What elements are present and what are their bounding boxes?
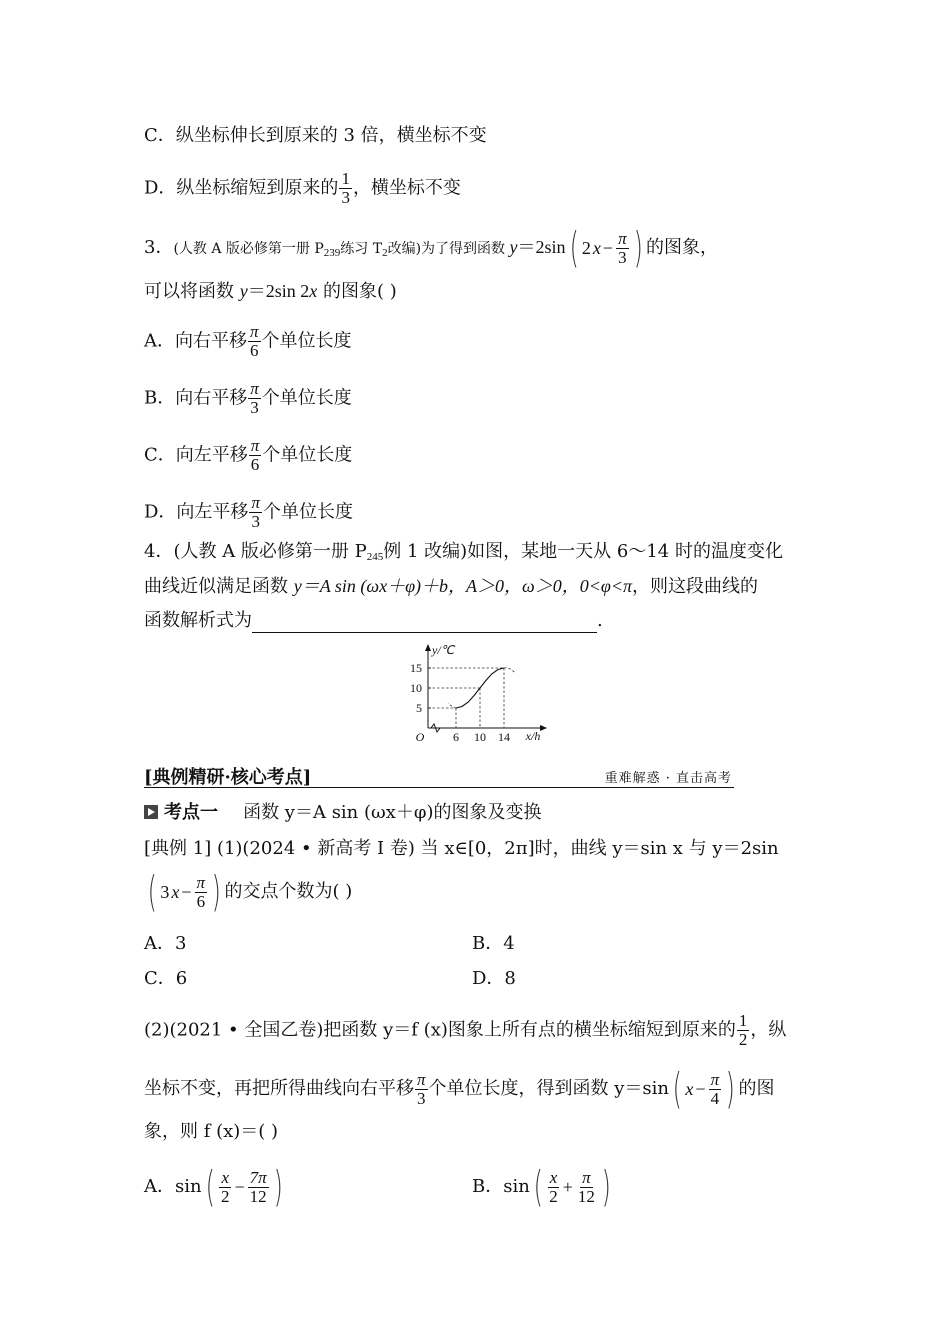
fraction-one-half bbox=[737, 1012, 750, 1049]
frac-den: 3 bbox=[341, 188, 350, 207]
frac-den: 2 bbox=[738, 1030, 748, 1049]
example2-paren-expr: ( x − $\frac{\pi}{4}$ ) bbox=[672, 1064, 735, 1113]
frac-num: x bbox=[549, 1167, 558, 1187]
q3-source-sub: 2 bbox=[382, 247, 388, 259]
q3-option-b-text: B．向右平移 bbox=[144, 387, 248, 409]
section-subtitle: 重难解惑 · 直击高考 bbox=[604, 771, 732, 786]
var-x: x bbox=[685, 1079, 694, 1099]
origin-label: O bbox=[415, 730, 425, 744]
q4-line3-post: . bbox=[597, 610, 603, 631]
frac-den: 6 bbox=[250, 455, 260, 474]
option-text: A．sin bbox=[144, 1176, 202, 1197]
option-b-expr: ( $\frac{x}{2}$ + $\frac{\pi}{12}$ ) bbox=[533, 1162, 611, 1211]
topic-label: 考点一 bbox=[164, 802, 218, 823]
var-x: x bbox=[171, 882, 180, 902]
fraction-pi-6 bbox=[195, 874, 208, 911]
q3-line2-mid: ＝2sin 2 bbox=[247, 281, 310, 301]
example2-line2-pre: 坐标不变，再把所得曲线向右平移 bbox=[144, 1078, 414, 1099]
q2-option-c-text: C．纵坐标伸长到原来的 3 倍，横坐标不变 bbox=[144, 125, 487, 146]
x-axis-label: x/h bbox=[525, 729, 541, 743]
temperature-chart bbox=[400, 640, 550, 748]
q2-option-c[interactable] bbox=[144, 124, 487, 148]
q2-option-d-text: D．纵坐标缩短到原来的 bbox=[144, 177, 339, 199]
var-x: x bbox=[309, 281, 318, 301]
frac-den: 3 bbox=[250, 398, 259, 417]
fraction-pi-6 bbox=[249, 437, 262, 474]
var-y: y bbox=[509, 237, 518, 257]
q3-line2-pre: 可以将函数 bbox=[144, 281, 240, 302]
option-text: D．8 bbox=[472, 968, 516, 989]
coef: 2 bbox=[581, 238, 591, 258]
fraction-pi-3 bbox=[249, 494, 262, 531]
y-tick-label-15: 15 bbox=[410, 661, 422, 675]
frac-num: 1 bbox=[738, 1011, 748, 1030]
q3-stem-line2 bbox=[144, 279, 397, 304]
example1-option-b[interactable] bbox=[472, 932, 515, 956]
option-a-expr: ( $\frac{x}{2}$ − $\frac{7\pi}{12}$ ) bbox=[205, 1162, 283, 1211]
frac-num: π bbox=[196, 872, 206, 892]
q4-line1-pre: 4．(人教 A 版必修第一册 P bbox=[144, 541, 367, 562]
minus: − bbox=[602, 238, 614, 258]
example1-line1 bbox=[144, 837, 779, 861]
q4-stem-line1 bbox=[144, 540, 783, 569]
frac-den: 2 bbox=[220, 1186, 230, 1206]
minus: − bbox=[181, 882, 192, 902]
q3-option-d-tail: 个单位长度 bbox=[262, 501, 353, 523]
q3-paren-expr: ( 2 x − $\frac{\pi}{3}$ ) bbox=[569, 223, 643, 272]
frac-num: π bbox=[250, 322, 259, 341]
q3-line2-post: 的图象( ) bbox=[317, 281, 397, 302]
var-x: x bbox=[592, 238, 601, 258]
frac-num: π bbox=[710, 1069, 720, 1089]
q3-eq: ＝2sin bbox=[517, 237, 566, 257]
q3-option-a[interactable] bbox=[144, 323, 352, 360]
example2-option-b[interactable] bbox=[472, 1162, 614, 1211]
q3-option-a-text: A．向右平移 bbox=[144, 330, 247, 352]
q3-option-b-tail: 个单位长度 bbox=[261, 387, 352, 409]
fraction-pi-4 bbox=[709, 1071, 722, 1108]
frac-den: 2 bbox=[549, 1186, 558, 1206]
example1-option-c[interactable] bbox=[144, 967, 187, 991]
example1-paren-expr: ( 3 x − $\frac{\pi}{6}$ ) bbox=[147, 867, 221, 916]
y-axis-label: y/℃ bbox=[432, 643, 455, 657]
frac-den: 4 bbox=[710, 1088, 720, 1108]
frac-num: 1 bbox=[341, 169, 350, 188]
example1-stem: [典例 1] (1)(2024 • 新高考 Ⅰ 卷) 当 x∈[0，2π]时，曲线 y＝sin x 与 y＝2sin bbox=[144, 838, 779, 859]
fraction-7pi-12 bbox=[248, 1169, 269, 1206]
example1-line2-post: 的交点个数为( ) bbox=[224, 881, 353, 902]
plus: + bbox=[562, 1177, 573, 1197]
frac-den: 12 bbox=[577, 1186, 595, 1206]
section-title: [典例精研·核心考点] bbox=[144, 767, 312, 788]
topic-heading bbox=[144, 801, 541, 825]
example2-line1-pre: (2)(2021 • 全国乙卷)把函数 y＝f (x)图象上所有点的横坐标缩短到原来的 bbox=[144, 1019, 736, 1041]
curve-extension-left bbox=[448, 703, 456, 708]
frac-den: 3 bbox=[251, 512, 260, 531]
y-tick-label-5: 5 bbox=[416, 701, 422, 715]
frac-num: π bbox=[251, 493, 260, 512]
example2-line3 bbox=[144, 1120, 278, 1144]
example2-line2 bbox=[144, 1064, 775, 1113]
fraction-x-2 bbox=[219, 1169, 232, 1206]
frac-num: π bbox=[618, 228, 627, 248]
fraction-pi-3 bbox=[415, 1071, 428, 1108]
option-text: A．3 bbox=[144, 933, 187, 954]
q4-line2-post: ，则这段曲线的 bbox=[632, 576, 759, 597]
example2-line2-mid: 个单位长度，得到函数 y＝sin bbox=[428, 1078, 670, 1099]
q2-option-d-tail: ，横坐标不变 bbox=[352, 177, 461, 199]
option-text: B．sin bbox=[472, 1176, 530, 1197]
example1-line2 bbox=[144, 867, 353, 916]
q3-number: 3． bbox=[144, 237, 174, 258]
coef: 3 bbox=[160, 882, 170, 902]
q3-source: (人教 A 版必修第一册 P bbox=[173, 241, 324, 257]
x-tick-label-10: 10 bbox=[474, 730, 486, 744]
q2-option-d[interactable] bbox=[144, 170, 461, 207]
answer-blank[interactable] bbox=[252, 614, 597, 633]
frac-den: 12 bbox=[249, 1186, 267, 1206]
q3-option-d-text: D．向左平移 bbox=[144, 501, 249, 523]
fraction-x-2 bbox=[547, 1169, 560, 1206]
q3-option-c-text: C．向左平移 bbox=[144, 444, 248, 466]
minus: − bbox=[234, 1177, 245, 1197]
q3-option-c[interactable] bbox=[144, 437, 352, 474]
q4-stem-line3 bbox=[144, 609, 603, 633]
curve-extension-right bbox=[504, 668, 515, 673]
example2-line1-post: ，纵 bbox=[750, 1019, 787, 1041]
fraction-pi-6 bbox=[248, 323, 261, 360]
example1-option-d[interactable] bbox=[472, 967, 516, 991]
q3-option-a-tail: 个单位长度 bbox=[261, 330, 352, 352]
q3-source-mid: 练习 T bbox=[340, 241, 383, 257]
example2-line2-post: 的图 bbox=[738, 1078, 775, 1099]
example1-option-a[interactable] bbox=[144, 932, 186, 956]
example2-line1 bbox=[144, 1012, 786, 1049]
q3-stem-line1 bbox=[144, 223, 718, 272]
y-axis-arrow bbox=[425, 644, 431, 651]
fraction-pi-12 bbox=[576, 1169, 597, 1206]
y-tick-label-10: 10 bbox=[410, 681, 422, 695]
frac-num: π bbox=[250, 436, 260, 455]
q4-source-page: 245 bbox=[366, 551, 384, 563]
q3-option-b[interactable] bbox=[144, 380, 352, 417]
section-header bbox=[144, 763, 734, 788]
frac-num: π bbox=[417, 1069, 426, 1089]
q3-tail: 的图象， bbox=[646, 237, 718, 258]
x-tick-label-6: 6 bbox=[453, 730, 459, 744]
q3-source-post: 改编)为了得到函数 bbox=[387, 241, 510, 257]
fraction-pi-3 bbox=[616, 230, 629, 267]
frac-num: x bbox=[221, 1167, 229, 1187]
var-y: y bbox=[239, 281, 248, 301]
fraction-one-third bbox=[339, 170, 352, 207]
q4-line3-pre: 函数解析式为 bbox=[144, 610, 252, 631]
frac-den: 6 bbox=[250, 341, 259, 360]
frac-den: 3 bbox=[417, 1088, 426, 1108]
option-text: C．6 bbox=[144, 968, 188, 989]
frac-den: 3 bbox=[618, 247, 627, 267]
q3-option-d[interactable] bbox=[144, 494, 353, 531]
q4-stem-line2 bbox=[144, 574, 758, 599]
frac-num: π bbox=[582, 1167, 591, 1187]
q3-source-page: 239 bbox=[323, 247, 341, 259]
q4-line2-pre: 曲线近似满足函数 bbox=[144, 576, 294, 597]
q3-option-c-tail: 个单位长度 bbox=[262, 444, 353, 466]
fraction-pi-3 bbox=[248, 380, 261, 417]
q4-line1-post: 例 1 改编)如图，某地一天从 6～14 时的温度变化 bbox=[383, 541, 783, 562]
minus: − bbox=[695, 1079, 706, 1099]
x-tick-label-14: 14 bbox=[498, 730, 510, 744]
play-icon bbox=[144, 805, 158, 819]
frac-num: π bbox=[250, 379, 259, 398]
option-text: B．4 bbox=[472, 933, 515, 954]
frac-num: 7π bbox=[249, 1167, 267, 1187]
x-axis-arrow bbox=[540, 725, 547, 731]
topic-text: 函数 y＝A sin (ωx＋φ)的图象及变换 bbox=[243, 802, 542, 823]
example2-line3-text: 象，则 f (x)＝( ) bbox=[144, 1121, 279, 1142]
frac-den: 6 bbox=[196, 891, 206, 911]
example2-option-a[interactable] bbox=[144, 1162, 286, 1211]
q4-condition-expr: y＝A sin (ωx＋φ)＋b，A＞0，ω＞0，0<φ<π bbox=[293, 576, 633, 596]
